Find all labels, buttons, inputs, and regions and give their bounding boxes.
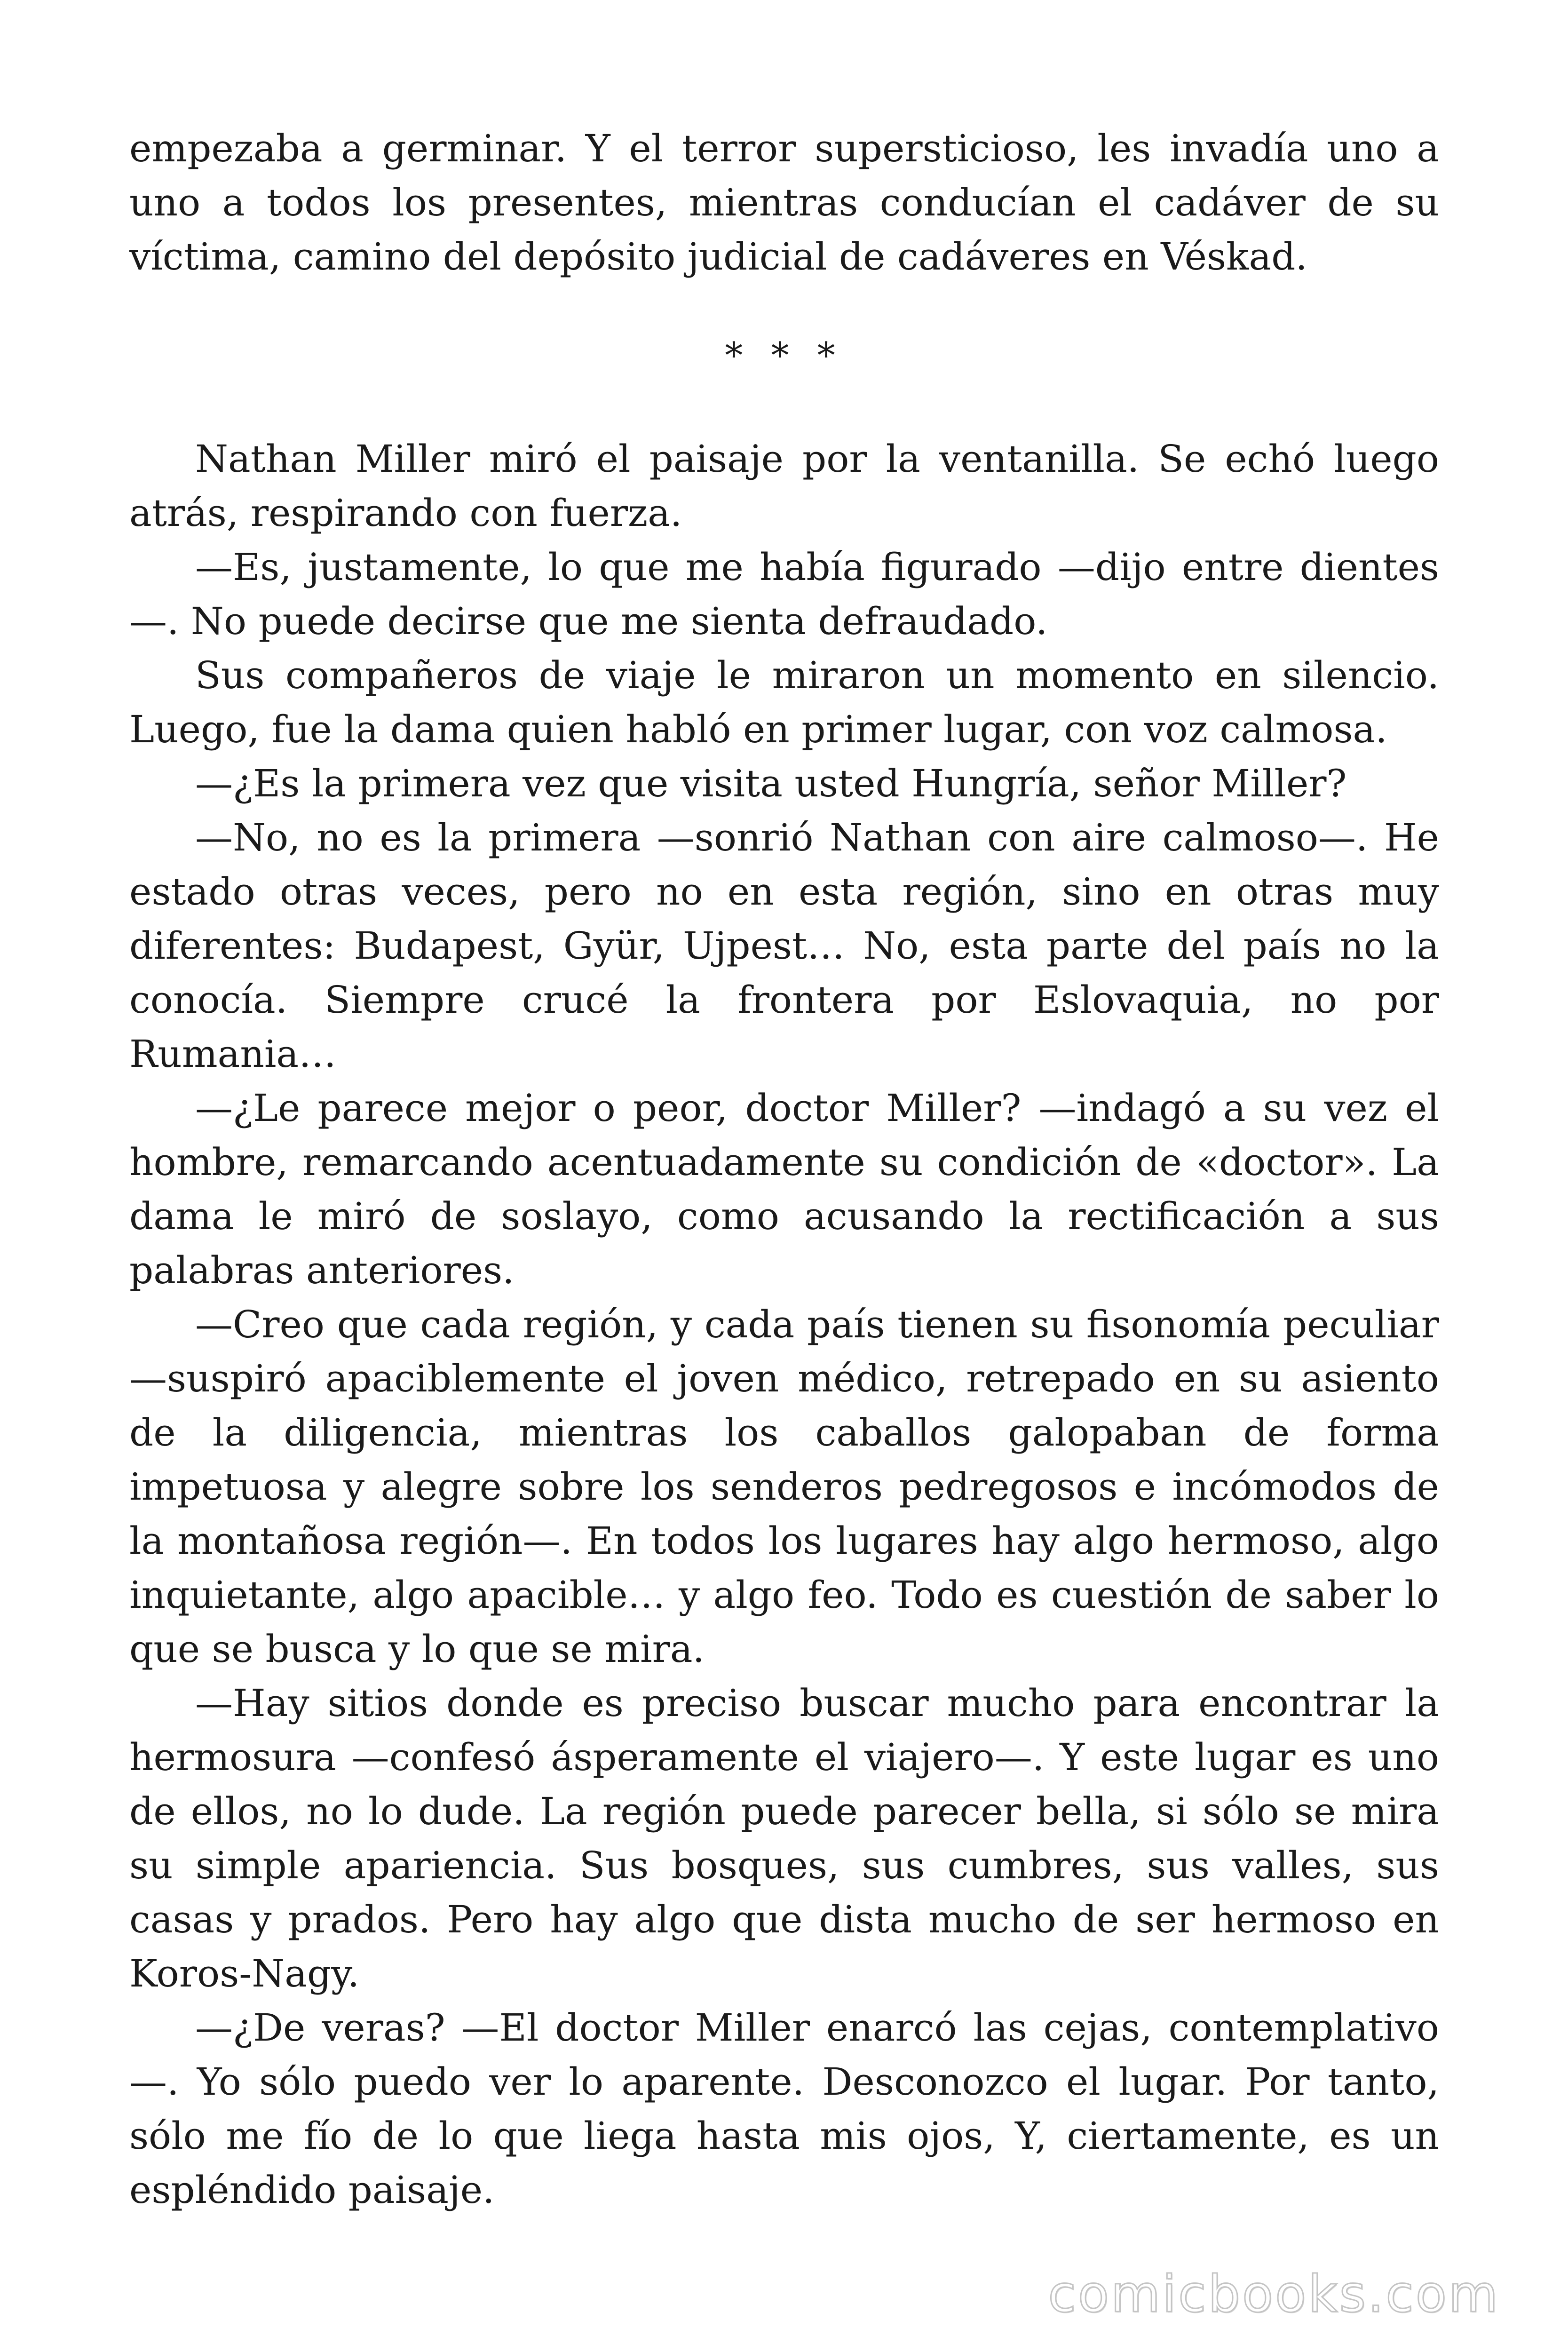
- paragraph-5: —¿Es la primera vez que visita usted Hungría, señor Miller?: [195, 762, 1347, 805]
- paragraph-3: —Es, justamente, lo que me había figurado —dijo entre dientes —. No puede decirse que me sienta defraudado.: [129, 545, 1439, 643]
- paragraph-1: empezaba a germinar. Y el terror supersticioso, les invadía uno a uno a todos los presentes, mientras conducían el cadáver de su víctima, camino del depósito judicial de cadáveres en Véskad.: [129, 127, 1439, 278]
- paragraph-4: Sus compañeros de viaje le miraron un momento en silencio. Luego, fue la dama quien habló en primer lugar, con voz calmosa.: [129, 653, 1439, 751]
- watermark: comicbooks.com: [1048, 2265, 1500, 2324]
- paragraph-8: —Creo que cada región, y cada país tienen su fisonomía peculiar —suspiró apaciblemente el joven médico, retrepado en su asiento de la diligencia, mientras los caballos galopaban de forma impetuosa y alegre sobre los senderos pedregosos e incómodos de la montañosa región—. En todos los lugares hay algo hermoso, algo inquietante, algo apacible… y algo feo. Todo es cuestión de saber lo que se busca y lo que se mira.: [129, 1303, 1439, 1671]
- section-separator: * * *: [725, 334, 844, 376]
- paragraph-6: —No, no es la primera —sonrió Nathan con aire calmoso—. He estado otras veces, pero no en esta región, sino en otras muy diferentes: Budapest, Gyür, Ujpest… No, esta parte del país no la conocía. Siempre crucé la frontera por Eslovaquia, no por Rumania…: [129, 816, 1439, 1076]
- paragraph-7: —¿Le parece mejor o peor, doctor Miller? —indagó a su vez el hombre, remarcando acentuadamente su condición de «doctor». La dama le miró de soslayo, como acusando la rectificación a sus palabras anteriores.: [129, 1086, 1439, 1292]
- paragraph-9: —Hay sitios donde es preciso buscar mucho para encontrar la hermosura —confesó ásperamente el viajero—. Y este lugar es uno de ellos, no lo dude. La región puede parecer bella, si sólo se mira su simple apariencia. Sus bosques, sus cumbres, sus valles, sus casas y prados. Pero hay algo que dista mucho de ser hermoso en Koros-Nagy.: [129, 1681, 1439, 1995]
- paragraph-10: —¿De veras? —El doctor Miller enarcó las cejas, contemplativo —. Yo sólo puedo ver lo aparente. Desconozco el lugar. Por tanto, sólo me fío de lo que liega hasta mis ojos, Y, ciertamente, es un espléndido paisaje.: [129, 2006, 1439, 2212]
- paragraph-2: Nathan Miller miró el paisaje por la ventanilla. Se echó luego atrás, respirando con fuerza.: [129, 437, 1439, 535]
- body-text: [129, 121, 1439, 2217]
